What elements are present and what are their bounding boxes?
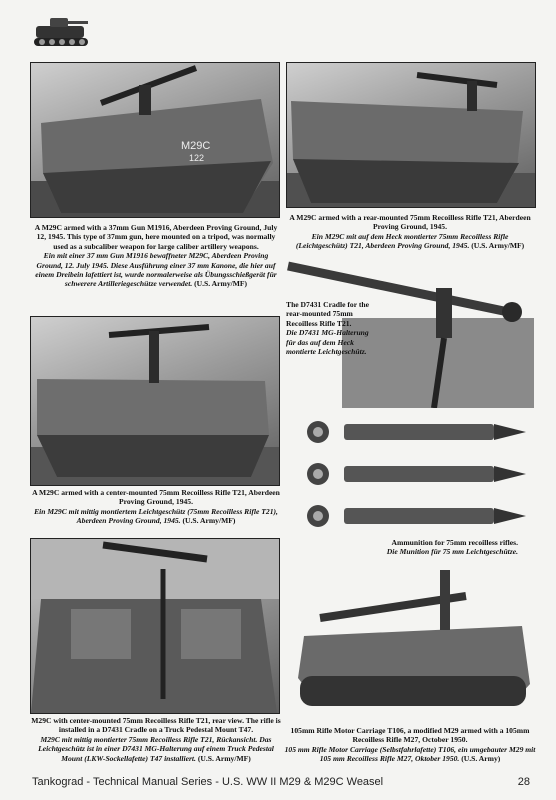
series-title: Tankograd - Technical Manual Series - U.S. WW II M29 & M29C Weasel (32, 776, 384, 788)
m29c-rear-t21-photo (286, 62, 536, 208)
m29c-rear-view-photo (30, 538, 280, 714)
m29c-center-t21-photo (30, 316, 280, 486)
ammunition-photo (296, 418, 536, 534)
ammo-round-1 (307, 421, 526, 443)
caption-rear-t21: A M29C armed with a rear-mounted 75mm Recoilless Rifle T21, Aberdeen Proving Ground, 1945. Ein M29C mit auf dem Heck montierter 75mm Recoilless Rifle (Leichtgeschütz) T21, Aberdeen Proving Ground, 1945. (U.S. Army/MF) (289, 213, 531, 251)
caption-rear-view: M29C with center-mounted 75mm Recoilless Rifle T21, rear view. The rifle is installed in a D7431 Cradle on a Truck Pedestal Mount T47. M29C mit mittig montierter 75mm Recoilless Rifle T21, Rückansicht. Das Leichtgeschütz ist in einer D7431 MG-Halterung auf einem Truck Pedestal Mount (LKW-Sockellafette) T47 installiert. (U.S. Army/MF) (31, 716, 281, 763)
m29c-37mm-photo (30, 62, 280, 218)
tank-logo-icon (30, 12, 92, 50)
page-number: 28 (517, 776, 530, 788)
caption-37mm: A M29C armed with a 37mm Gun M1916, Aberdeen Proving Ground, July 12, 1945. This type of 37mm gun, here mounted on a tripod, was normally used as a subcaliber weapon for large caliber artillery weapons. Ein mit einer 37 mm Gun M1916 bewaffneter M29C, Aberdeen Proving Ground, 12. July 1945. Diese Ausführung einer 37 mm Kanone, die hier auf einem Dreibein lafettiert ist, wurde normalerweise als Übungsschießgerät für schwerere Artilleriegeschütze verwendet. (U.S. Army/MF) (34, 223, 278, 289)
ammo-round-3 (307, 505, 526, 527)
caption-cradle: The D7431 Cradle for the rear-mounted 75mm Recoilless Rifle T21. Die D7431 MG-Halterung für das auf dem Heck montierte Leichtgeschütz. (286, 300, 369, 357)
hull-number-text: M29C (181, 140, 211, 152)
caption-t106: 105mm Rifle Motor Carriage T106, a modified M29 armed with a 105mm Recoilless Rifle M27, October 1950. 105 mm Rifle Motor Carriage (Selbstfahrlafette) T106, ein umgebauter M29 mit 105 mm Recoilless Rifle M27, Oktober 1950. (U.S. Army) (284, 726, 536, 764)
ammo-round-2 (307, 463, 526, 485)
hull-number-text: 122 (189, 153, 205, 163)
caption-ammunition: Ammunition for 75mm recoilless rifles. Die Munition für 75 mm Leichtgeschütze. (386, 538, 518, 557)
caption-center-t21: A M29C armed with a center-mounted 75mm Recoilless Rifle T21, Aberdeen Proving Ground, 1945. Ein M29C mit mittig montiertem Leichtgeschütz (75mm Recoilless Rifle T21), Aberdeen Proving Ground, 1945. (U.S. Army/MF) (32, 488, 280, 526)
t106-carriage-photo (290, 566, 536, 716)
